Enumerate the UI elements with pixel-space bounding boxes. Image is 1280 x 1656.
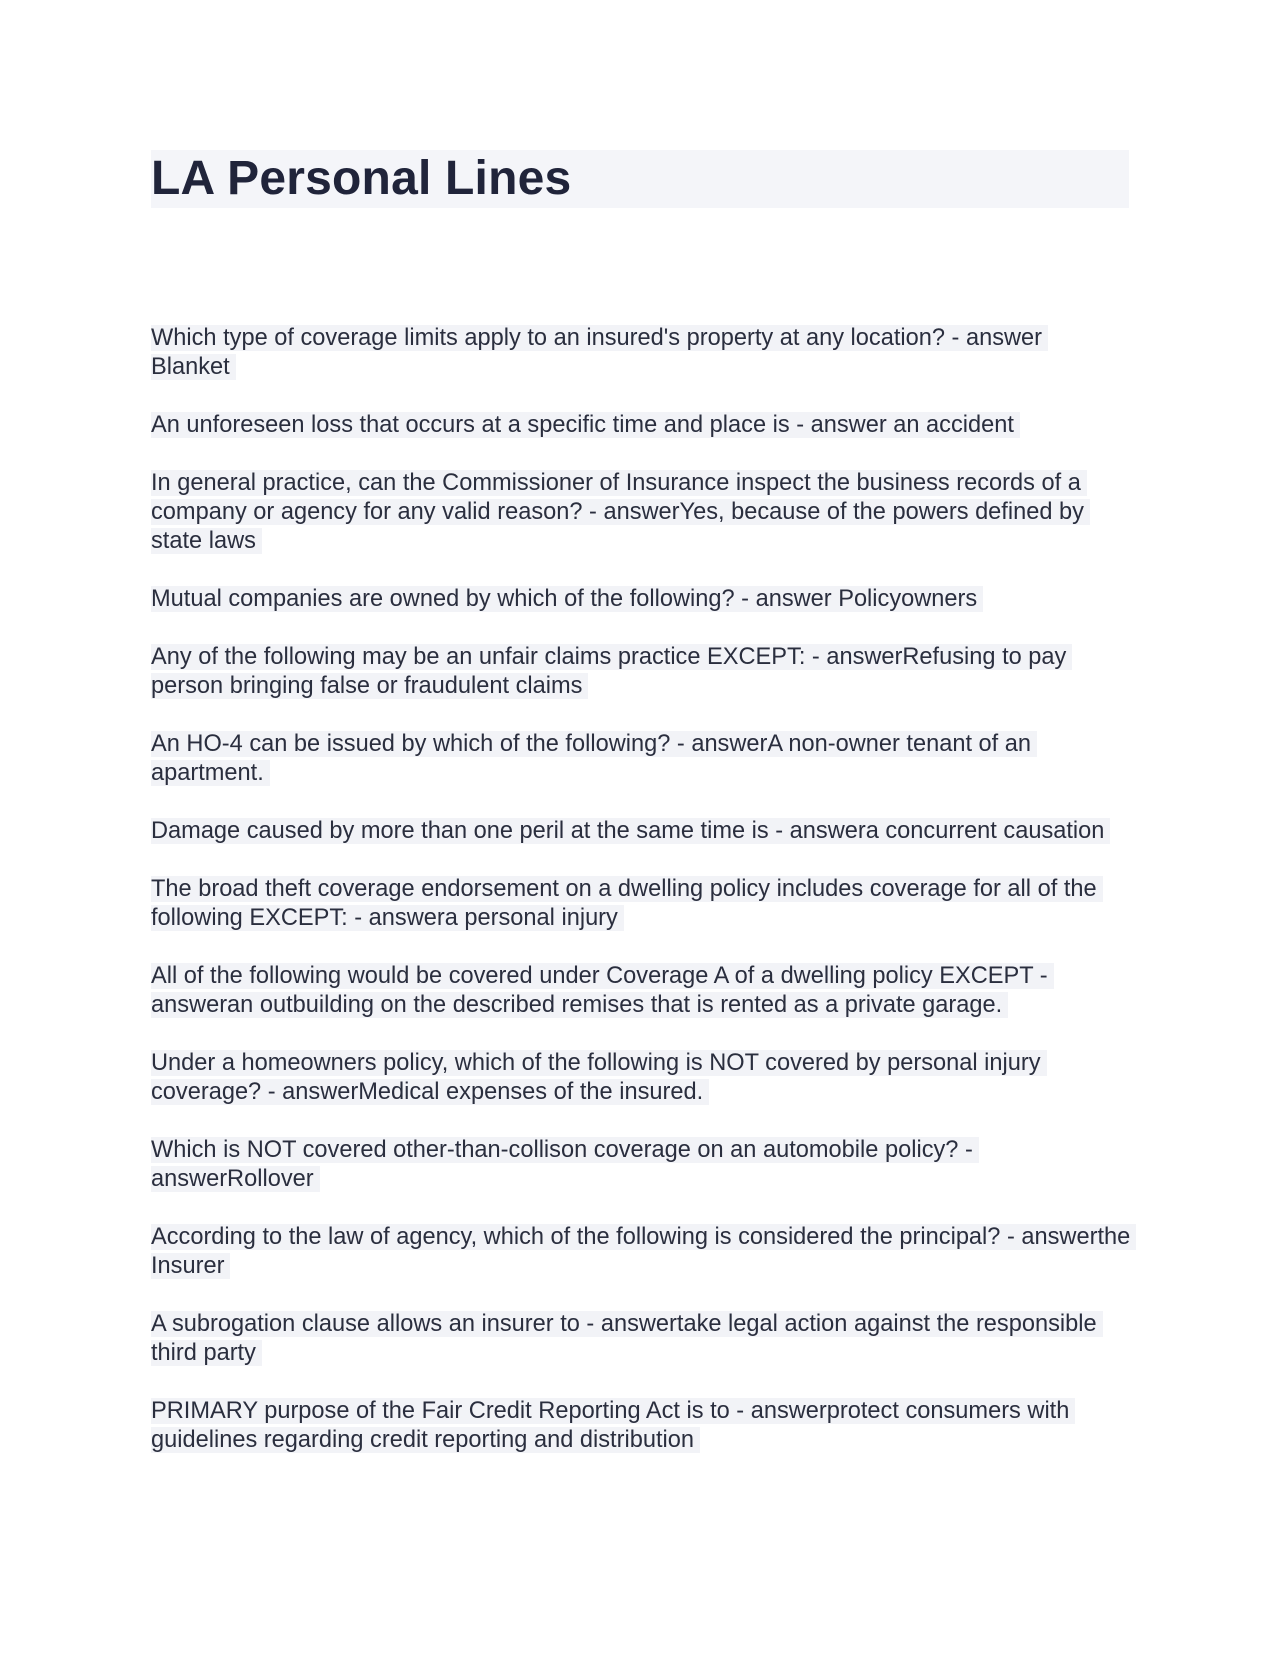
qa-text: A subrogation clause allows an insurer to - answertake legal action against the responsible third party	[151, 1311, 1103, 1366]
qa-item	[151, 730, 1131, 788]
qa-item	[151, 585, 1131, 614]
qa-text: PRIMARY purpose of the Fair Credit Reporting Act is to - answerprotect consumers with guidelines regarding credit reporting and distribution	[151, 1398, 1075, 1453]
qa-item	[151, 817, 1131, 846]
qa-item	[151, 962, 1131, 1020]
qa-text: According to the law of agency, which of the following is considered the principal? - answerthe Insurer	[151, 1224, 1136, 1279]
qa-text: In general practice, can the Commissioner of Insurance inspect the business records of a company or agency for any valid reason? - answerYes, because of the powers defined by state laws	[151, 470, 1090, 554]
qa-text: Which is NOT covered other-than-collison coverage on an automobile policy? - answerRollover	[151, 1137, 979, 1192]
page-title: LA Personal Lines	[151, 152, 572, 205]
qa-item	[151, 643, 1131, 701]
qa-text: All of the following would be covered under Coverage A of a dwelling policy EXCEPT - answeran outbuilding on the described remises that is rented as a private garage.	[151, 963, 1054, 1018]
document-page	[151, 150, 1131, 1484]
title-block	[151, 150, 1129, 208]
qa-list	[151, 324, 1131, 1455]
qa-text: An HO-4 can be issued by which of the following? - answerA non-owner tenant of an apartment.	[151, 731, 1037, 786]
qa-item	[151, 411, 1131, 440]
qa-text: Under a homeowners policy, which of the following is NOT covered by personal injury coverage? - answerMedical expenses of the insured.	[151, 1050, 1047, 1105]
qa-item	[151, 1136, 1131, 1194]
qa-item	[151, 1223, 1131, 1281]
qa-text: Which type of coverage limits apply to an insured's property at any location? - answer Blanket	[151, 325, 1048, 380]
qa-text: Mutual companies are owned by which of the following? - answer Policyowners	[151, 586, 983, 612]
qa-item	[151, 469, 1131, 556]
qa-item	[151, 875, 1131, 933]
qa-item	[151, 1310, 1131, 1368]
qa-text: Any of the following may be an unfair claims practice EXCEPT: - answerRefusing to pay person bringing false or fraudulent claims	[151, 644, 1072, 699]
qa-item	[151, 1049, 1131, 1107]
qa-item	[151, 324, 1131, 382]
qa-text: Damage caused by more than one peril at the same time is - answera concurrent causation	[151, 818, 1110, 844]
qa-text: The broad theft coverage endorsement on a dwelling policy includes coverage for all of the following EXCEPT: - answera personal injury	[151, 876, 1103, 931]
qa-text: An unforeseen loss that occurs at a specific time and place is - answer an accident	[151, 412, 1020, 438]
qa-item	[151, 1397, 1131, 1455]
